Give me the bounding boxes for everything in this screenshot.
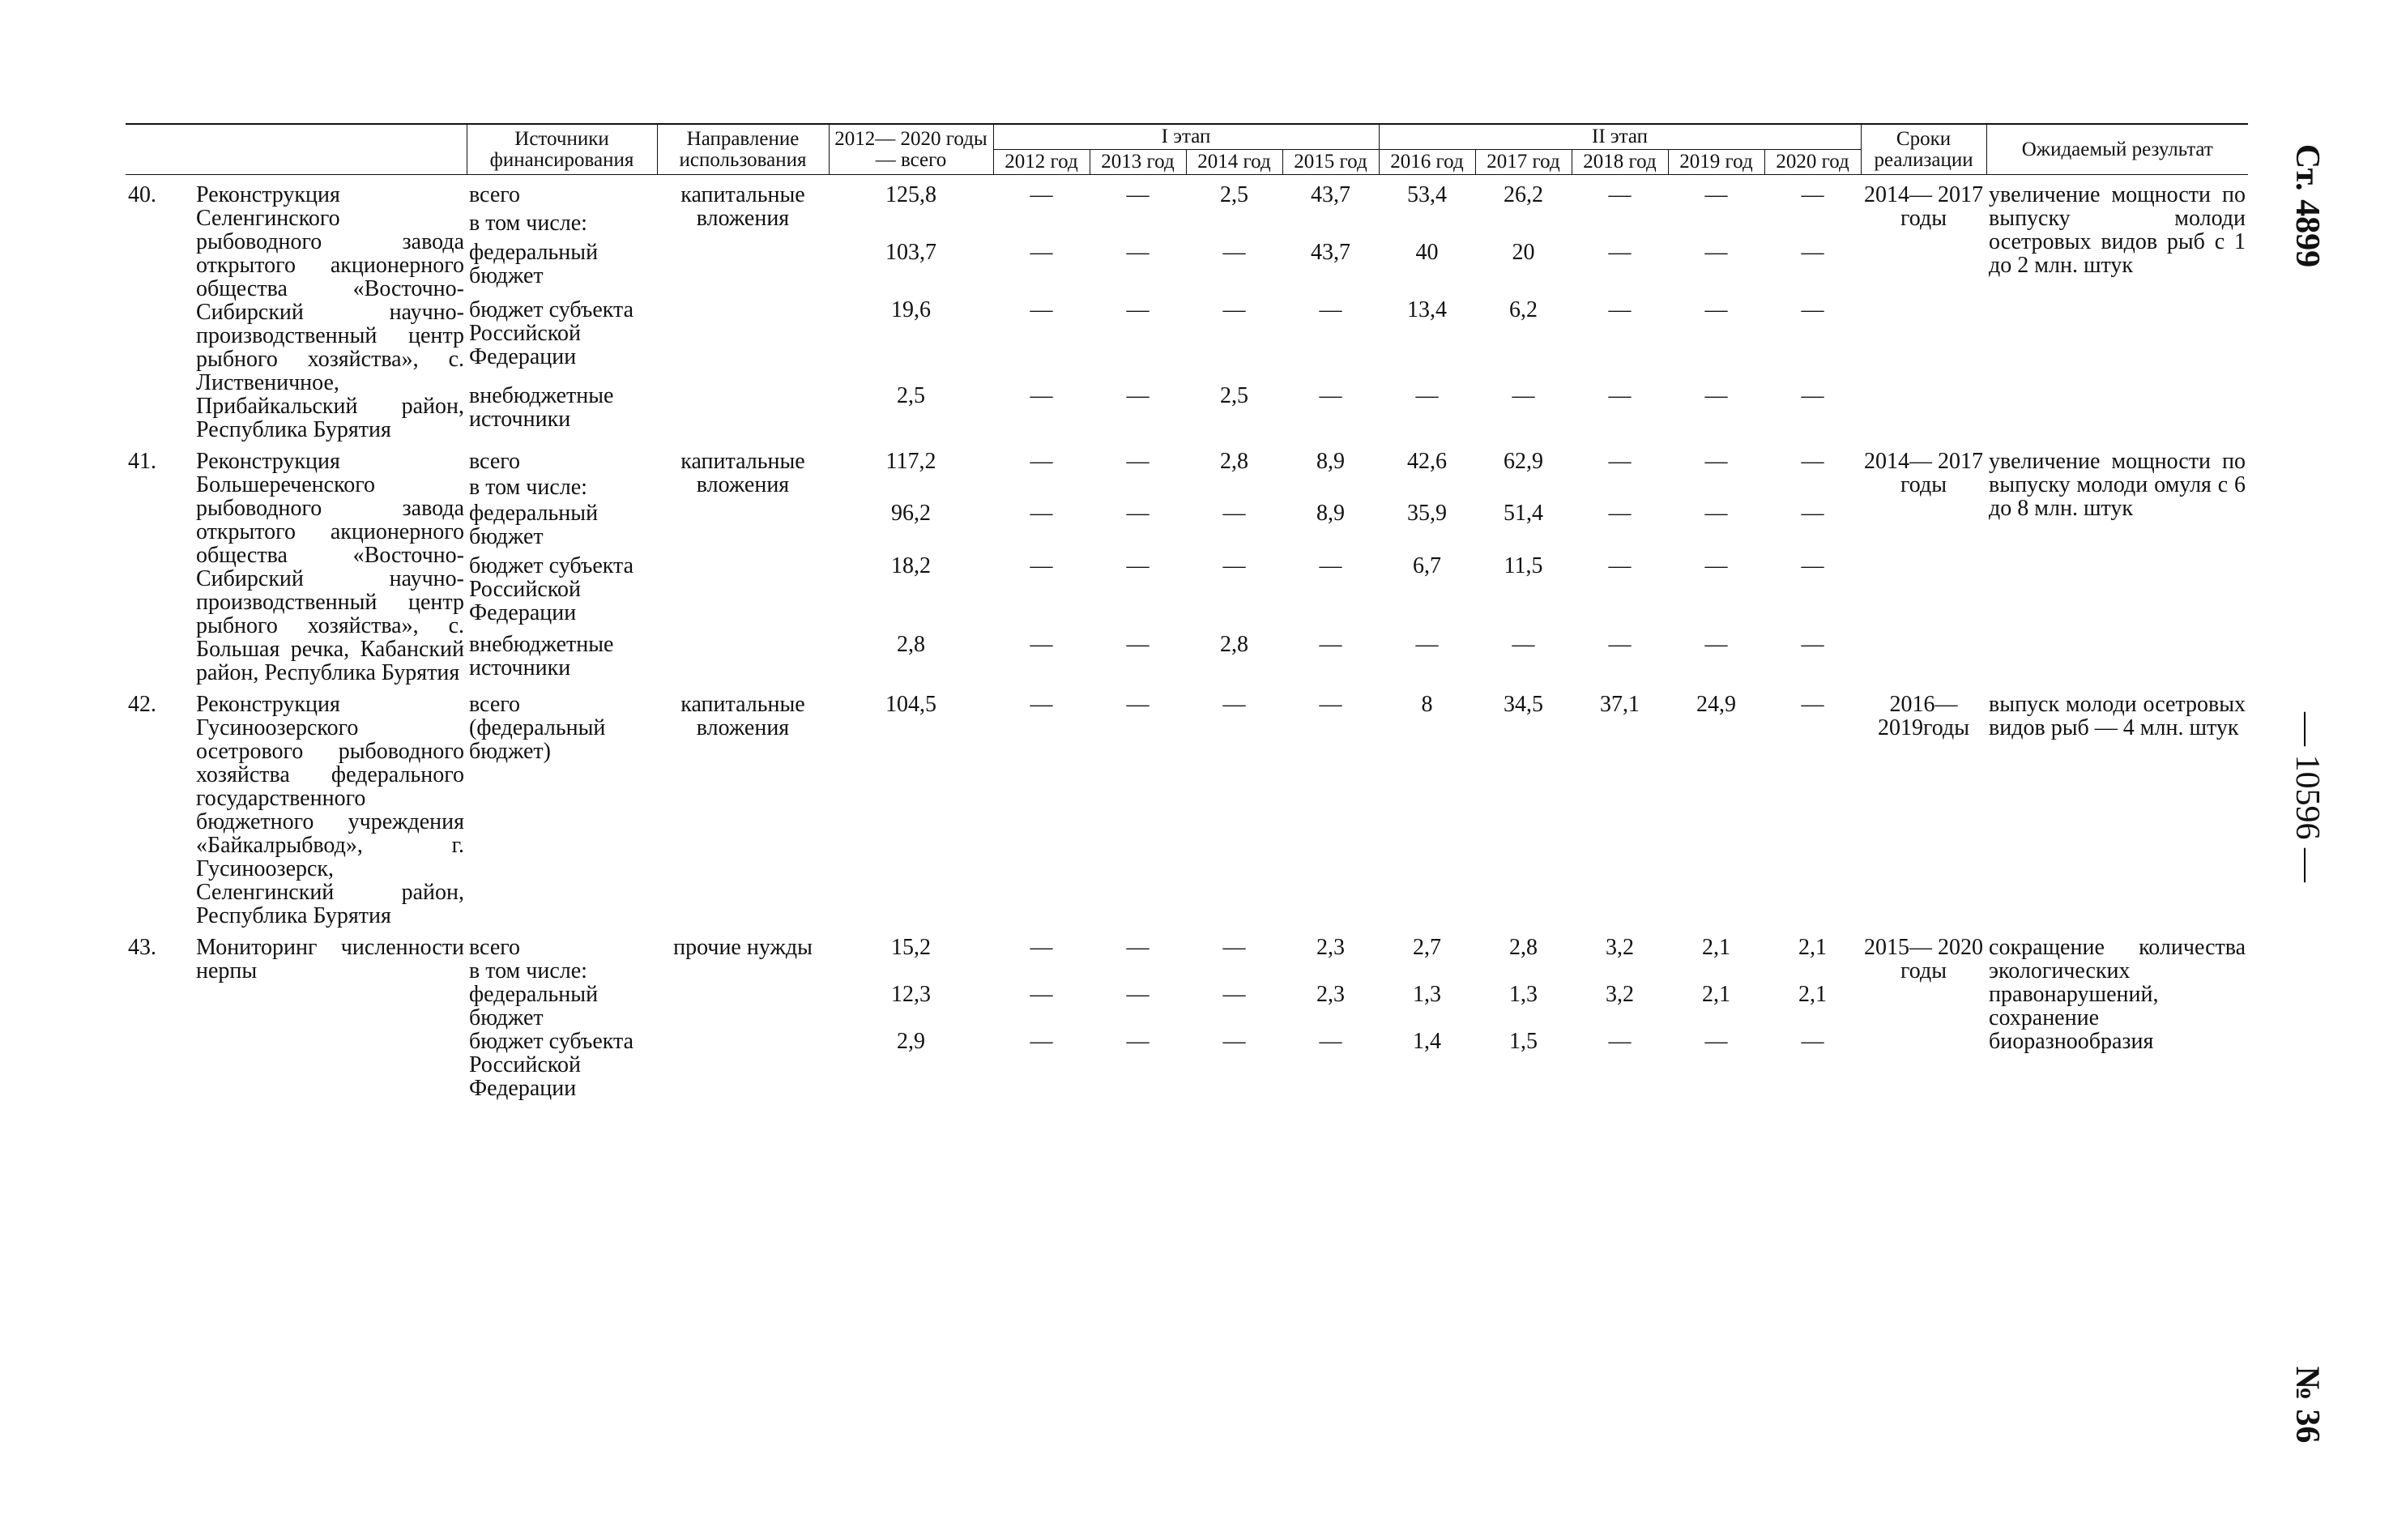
year-value: —: [1801, 631, 1824, 657]
year-value: [993, 959, 1090, 983]
year-value: [1572, 959, 1668, 983]
year-value: —: [1030, 935, 1053, 960]
year-value: 42,6: [1407, 449, 1447, 474]
year-value: 2,5: [1220, 182, 1248, 207]
year-value: —: [1126, 1029, 1150, 1054]
year-value: —: [1222, 501, 1246, 527]
year-value: —: [1608, 383, 1632, 409]
year-value: —: [1608, 296, 1632, 322]
header-result: Ожидаемый результат: [1986, 124, 2248, 175]
year-value: 43,7: [1311, 182, 1350, 207]
year-value: —: [1319, 552, 1342, 578]
funding-source: в том числе:: [469, 475, 587, 501]
header-year: 2019 год: [1668, 150, 1764, 175]
funding-source: федеральный бюджет: [469, 501, 599, 550]
header-year: 2014 год: [1186, 150, 1282, 175]
header-year: 2015 год: [1282, 150, 1379, 175]
header-stage-1: I этап: [993, 124, 1379, 150]
year-value: —: [1512, 631, 1535, 657]
usage-direction: капитальные вложения: [680, 182, 805, 231]
year-value: —: [1319, 692, 1342, 717]
year-value: 8,9: [1316, 501, 1345, 527]
year-value: 6,2: [1509, 296, 1538, 322]
year-value: —: [1319, 631, 1342, 657]
year-value: 6,7: [1413, 552, 1441, 578]
header-year: 2012 год: [993, 150, 1090, 175]
funding-source: в том числе:: [469, 211, 587, 237]
expected-result: выпуск молоди осетровых видов рыб — 4 млн. штук: [1989, 692, 2246, 740]
expected-result: увеличение мощности по выпуску молоди омуля с 6 до 8 млн. штук: [1989, 449, 2246, 521]
table-body: [126, 175, 2248, 1101]
header-year: 2020 год: [1764, 150, 1861, 175]
header-stage-2: II этап: [1379, 124, 1861, 150]
year-value: —: [1222, 296, 1246, 322]
year-value: —: [1608, 552, 1632, 578]
program-table: [126, 123, 2248, 1100]
expected-result: сокращение количества экологических правонарушений, сохранение биоразнообразия: [1989, 935, 2246, 1054]
project-name: Мониторинг численности нерпы: [196, 935, 464, 983]
year-value: —: [1319, 296, 1342, 322]
row-number: 40.: [128, 182, 156, 207]
funding-source: федеральный бюджет: [469, 982, 599, 1030]
year-value: 24,9: [1696, 692, 1736, 717]
year-value: 2,3: [1316, 982, 1345, 1007]
expected-result: увеличение мощности по выпуску молоди осетровых видов рыб с 1 до 2 млн. штук: [1989, 182, 2246, 278]
year-value: —: [1030, 383, 1053, 409]
funding-source: федеральный бюджет: [469, 239, 599, 288]
header-direction: Направление использования: [657, 124, 829, 175]
year-value: —: [1704, 631, 1728, 657]
total-value: 125,8: [885, 182, 936, 207]
year-value: [1090, 959, 1186, 983]
total-value: 117,2: [885, 449, 936, 474]
year-value: —: [1126, 182, 1150, 207]
year-value: —: [1030, 1029, 1053, 1054]
table-row: [126, 693, 2248, 928]
year-value: [1379, 211, 1475, 240]
year-value: —: [1801, 692, 1824, 717]
year-value: [1186, 211, 1282, 240]
implementation-term: 2016— 2019годы: [1878, 692, 1970, 740]
year-value: —: [1704, 501, 1728, 527]
year-value: 2,1: [1798, 982, 1828, 1007]
implementation-term: 2015— 2020 годы: [1864, 935, 1984, 983]
implementation-term: 2014— 2017 годы: [1864, 449, 1984, 497]
year-value: —: [1608, 631, 1632, 657]
project-name: Реконструкция Гусиноозерского осетрового рыбоводного хозяйства федерального государственного бюджетного учреждения «Байкалрыбвод», г. Гусиноозерск, Селенгинский район, Республика Бурятия: [196, 692, 464, 928]
row-number: 42.: [128, 692, 156, 717]
year-value: —: [1801, 449, 1824, 474]
year-value: —: [1030, 631, 1053, 657]
year-value: —: [1319, 1029, 1342, 1054]
year-value: —: [1801, 501, 1824, 527]
year-value: 8: [1421, 692, 1433, 717]
year-value: [1764, 959, 1861, 983]
year-value: —: [1222, 239, 1246, 265]
funding-source: внебюджетные источники: [469, 631, 614, 680]
year-value: —: [1801, 182, 1824, 207]
year-value: —: [1415, 631, 1439, 657]
year-value: —: [1126, 692, 1150, 717]
year-value: —: [1126, 501, 1150, 527]
issue-number: № 36: [2288, 1366, 2326, 1444]
year-value: 13,4: [1407, 296, 1447, 322]
year-value: [1379, 476, 1475, 501]
page-label: Ст. 4899: [2288, 143, 2326, 268]
year-value: [1090, 211, 1186, 240]
year-value: 37,1: [1600, 692, 1640, 717]
header-sources: Источники финансирования: [467, 124, 657, 175]
header-total-period: 2012— 2020 годы — всего: [829, 124, 993, 175]
year-value: —: [1222, 692, 1246, 717]
document-number: — 10596 —: [2288, 712, 2326, 882]
year-value: 43,7: [1311, 239, 1350, 265]
year-value: [993, 476, 1090, 501]
year-value: 8,9: [1316, 449, 1345, 474]
header-year: 2013 год: [1090, 150, 1186, 175]
year-value: [1282, 959, 1379, 983]
funding-source: всего: [469, 449, 521, 474]
year-value: [1090, 476, 1186, 501]
year-value: [1475, 476, 1572, 501]
year-value: 2,1: [1798, 935, 1828, 960]
row-number: 41.: [128, 449, 156, 474]
funding-source: всего: [469, 935, 521, 960]
year-value: —: [1126, 239, 1150, 265]
year-value: —: [1704, 449, 1728, 474]
year-value: —: [1222, 552, 1246, 578]
total-value: [829, 476, 993, 501]
total-value: 18,2: [891, 552, 931, 578]
year-value: 2,7: [1413, 935, 1441, 960]
year-value: —: [1030, 449, 1053, 474]
year-value: 62,9: [1504, 449, 1543, 474]
total-value: 15,2: [891, 935, 931, 960]
header-year: 2018 год: [1572, 150, 1668, 175]
usage-direction: капитальные вложения: [680, 449, 805, 497]
year-value: [1282, 476, 1379, 501]
funding-source: всего: [469, 182, 521, 207]
year-value: —: [1801, 552, 1824, 578]
table-row: [126, 450, 2248, 476]
year-value: 2,8: [1509, 935, 1538, 960]
total-value: 19,6: [891, 296, 931, 322]
year-value: —: [1801, 296, 1824, 322]
year-value: —: [1126, 552, 1150, 578]
header-year: 2016 год: [1379, 150, 1475, 175]
year-value: —: [1030, 982, 1053, 1007]
year-value: —: [1608, 239, 1632, 265]
usage-direction: капитальные вложения: [680, 692, 805, 740]
year-value: —: [1319, 383, 1342, 409]
year-value: [1186, 959, 1282, 983]
table-row: [126, 183, 2248, 211]
project-name: Реконструкция Селенгинского рыбоводного завода открытого акционерного общества «Восточно-Сибирский научно-производственный центр рыбного хозяйства», с. Лиственичное, Прибайкальский район, Республика Бурятия: [196, 182, 464, 442]
total-value: 104,5: [885, 692, 936, 717]
year-value: —: [1126, 383, 1150, 409]
year-value: 40: [1415, 239, 1439, 265]
year-value: —: [1222, 1029, 1246, 1054]
year-value: —: [1608, 182, 1632, 207]
total-value: [829, 959, 993, 983]
year-value: [1186, 476, 1282, 501]
total-value: [829, 211, 993, 240]
year-value: [1764, 476, 1861, 501]
header-year: 2017 год: [1475, 150, 1572, 175]
year-value: 2,8: [1220, 449, 1248, 474]
year-value: 51,4: [1504, 501, 1543, 527]
funding-source: в том числе:: [469, 958, 587, 983]
year-value: 26,2: [1504, 182, 1543, 207]
year-value: 1,5: [1509, 1029, 1538, 1054]
funding-source: бюджет субъекта Российской Федерации: [469, 296, 634, 369]
year-value: —: [1704, 239, 1728, 265]
year-value: 2,5: [1220, 383, 1248, 409]
year-value: —: [1801, 383, 1824, 409]
total-value: 12,3: [891, 982, 931, 1007]
total-value: 2,9: [897, 1029, 925, 1054]
year-value: —: [1704, 552, 1728, 578]
year-value: —: [1704, 1029, 1728, 1054]
year-value: 2,1: [1702, 935, 1730, 960]
year-value: [1572, 476, 1668, 501]
year-value: 34,5: [1504, 692, 1543, 717]
year-value: —: [1222, 982, 1246, 1007]
year-value: [1572, 211, 1668, 240]
year-value: —: [1608, 1029, 1632, 1054]
year-value: —: [1801, 239, 1824, 265]
implementation-term: 2014— 2017 годы: [1864, 182, 1984, 231]
funding-source: бюджет субъекта Российской Федерации: [469, 1029, 634, 1101]
year-value: [1668, 476, 1764, 501]
year-value: 3,2: [1606, 935, 1634, 960]
year-value: —: [1030, 692, 1053, 717]
funding-source: бюджет субъекта Российской Федерации: [469, 552, 634, 625]
project-name: Реконструкция Большереченского рыбоводного завода открытого акционерного общества «Восточно-Сибирский научно-производственный центр рыбного хозяйства», с. Большая речка, Кабанский район, Республика Бурятия: [196, 449, 464, 685]
year-value: 53,4: [1407, 182, 1447, 207]
year-value: —: [1030, 501, 1053, 527]
year-value: —: [1704, 182, 1728, 207]
total-value: 2,8: [897, 631, 925, 657]
year-value: 20: [1512, 239, 1535, 265]
table-header: [126, 124, 2248, 175]
year-value: 35,9: [1407, 501, 1447, 527]
year-value: 2,3: [1316, 935, 1345, 960]
year-value: —: [1030, 296, 1053, 322]
row-number: 43.: [128, 935, 156, 960]
year-value: [993, 211, 1090, 240]
year-value: [1668, 959, 1764, 983]
funding-source: всего (федеральный бюджет): [469, 692, 606, 764]
year-value: 2,1: [1702, 982, 1730, 1007]
year-value: —: [1030, 552, 1053, 578]
year-value: —: [1126, 296, 1150, 322]
year-value: [1475, 211, 1572, 240]
total-value: 96,2: [891, 501, 931, 527]
year-value: 11,5: [1504, 552, 1543, 578]
year-value: —: [1126, 935, 1150, 960]
table-row: [126, 936, 2248, 959]
year-value: [1668, 211, 1764, 240]
total-value: 2,5: [897, 383, 925, 409]
year-value: —: [1415, 383, 1439, 409]
year-value: —: [1126, 449, 1150, 474]
year-value: —: [1030, 239, 1053, 265]
year-value: —: [1030, 182, 1053, 207]
year-value: [1282, 211, 1379, 240]
year-value: 1,3: [1413, 982, 1441, 1007]
year-value: —: [1704, 296, 1728, 322]
header-terms: Сроки реализации: [1861, 124, 1986, 175]
year-value: 1,4: [1413, 1029, 1441, 1054]
funding-source: внебюджетные источники: [469, 383, 614, 433]
year-value: 1,3: [1509, 982, 1538, 1007]
year-value: —: [1222, 935, 1246, 960]
year-value: 3,2: [1606, 982, 1634, 1007]
year-value: —: [1608, 449, 1632, 474]
year-value: [1475, 959, 1572, 983]
header-blank: [126, 124, 467, 175]
total-value: 103,7: [885, 239, 936, 265]
year-value: [1379, 959, 1475, 983]
year-value: —: [1512, 383, 1535, 409]
year-value: —: [1608, 501, 1632, 527]
usage-direction: прочие нужды: [673, 935, 813, 960]
year-value: —: [1126, 982, 1150, 1007]
year-value: —: [1704, 383, 1728, 409]
year-value: 2,8: [1220, 631, 1248, 657]
year-value: —: [1126, 631, 1150, 657]
year-value: —: [1801, 1029, 1824, 1054]
year-value: [1764, 211, 1861, 240]
